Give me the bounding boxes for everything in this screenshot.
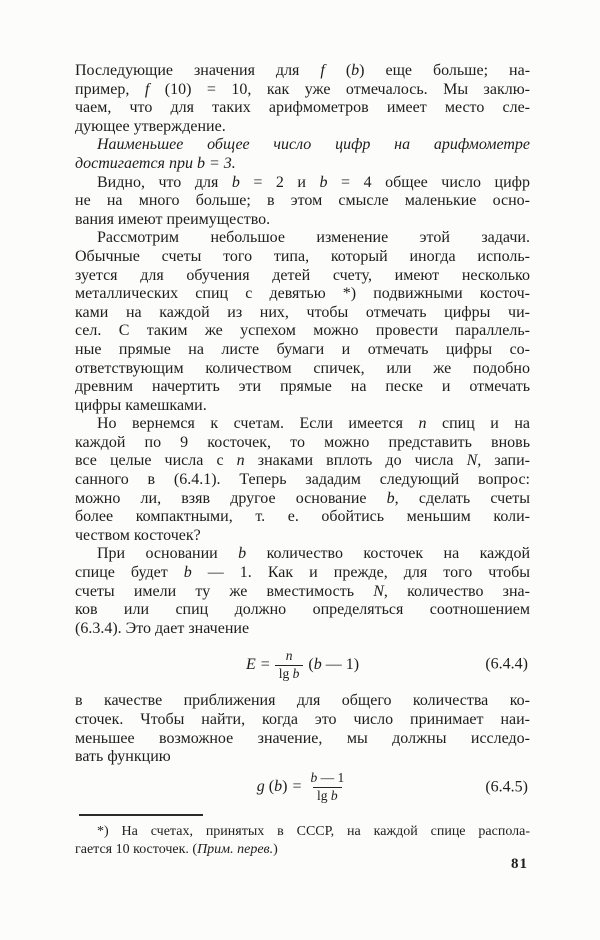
text-run: (10) = 10, как уже отмечалось. Мы заклю- (149, 80, 530, 98)
text-run: гается 10 косточек. ( (75, 841, 198, 857)
text-run: , количество зна- (383, 582, 530, 600)
text-run: металлических спиц с девятью *) подвижными косточ- (75, 285, 530, 303)
text-line (75, 248, 530, 267)
italic-run: b (238, 545, 247, 563)
text-run: Обычные счеты того типа, который иногда исполь- (75, 247, 530, 265)
text-line (75, 748, 530, 767)
text-run: каждой по 9 косточек, то можно представить вновь (75, 433, 530, 451)
text-line (75, 452, 530, 471)
text-line (75, 155, 530, 174)
text-line (75, 620, 530, 639)
text-run: чеством косточек? (75, 526, 201, 544)
text-block (75, 0, 530, 859)
text-run: ками на каждой из них, чтобы отмечать цифры чи- (75, 303, 530, 321)
text-line (75, 360, 530, 379)
text-run: дующее утверждение. (75, 117, 226, 135)
equals-sign: = (292, 778, 302, 796)
text-line (75, 136, 530, 155)
text-run: зуется для обучения детей счету, имеют несколько (75, 266, 530, 284)
text-line (75, 229, 530, 248)
text-run: lg (317, 788, 331, 804)
text-line (75, 508, 530, 527)
text-line (75, 527, 530, 546)
equation (75, 638, 530, 692)
text-run: ные прямые на листе бумаги и отмечать цифры со- (75, 340, 530, 358)
paragraph (75, 174, 530, 230)
text-line (75, 545, 530, 564)
text-run: достигается при b = 3. (75, 154, 236, 172)
text-run: = 4 общее число цифр (327, 173, 531, 191)
text-run: можно ли, взяв другое основание (75, 489, 387, 507)
text-line (75, 711, 530, 730)
italic-run: N (373, 582, 384, 600)
text-run: ) (273, 841, 278, 857)
italic-run: b (292, 665, 300, 681)
text-line (75, 730, 530, 749)
text-line (75, 341, 530, 360)
italic-run: b (319, 173, 328, 191)
italic-run: Прим. перев. (197, 841, 274, 857)
text-run: Видно, что для (97, 173, 232, 191)
text-run: ) (282, 778, 288, 796)
text-line (75, 434, 530, 453)
text-run: древним начертить эти прямые на песке и отмечать (75, 378, 530, 396)
text-run: вания имеют преимущество. (75, 210, 271, 228)
text-run: ( (324, 62, 352, 79)
text-run: пример, (75, 80, 145, 98)
paragraph (75, 136, 530, 173)
text-run: , запи- (477, 452, 530, 470)
fraction-denominator (313, 787, 342, 805)
text-run: спиц и на (426, 415, 530, 433)
text-run: спице будет (75, 564, 184, 582)
fraction-denominator (275, 665, 304, 683)
text-run: ответствующим количеством спичек, или же подобно (75, 359, 530, 377)
text-line (75, 692, 530, 711)
text-run: ( (308, 656, 314, 674)
italic-run: b (330, 788, 338, 804)
text-run: — 1 (317, 770, 345, 786)
text-run: — 1. Как и прежде, для того чтобы (191, 564, 530, 582)
fraction-numerator (282, 648, 297, 665)
equals-sign: = (260, 656, 270, 674)
italic-run: N (466, 452, 478, 470)
text-line (75, 378, 530, 397)
text-line (75, 62, 530, 81)
text-line (75, 490, 530, 509)
text-run: сточек. Чтобы найти, когда это число принимает наи- (75, 711, 530, 728)
paragraph (75, 692, 530, 766)
text-run: меньшее возможное значение, мы должны исследо- (75, 729, 530, 747)
italic-run: n (285, 648, 293, 664)
page-number: 81 (511, 856, 528, 872)
text-run: в качестве приближения для общего количества ко- (75, 692, 530, 710)
text-run: Рассмотрим небольшое изменение этой задачи. (97, 229, 530, 247)
equation-rhs (308, 656, 359, 675)
text-line (75, 304, 530, 323)
text-line (75, 211, 530, 230)
text-line (75, 192, 530, 211)
text-run: , сделать счеты (394, 489, 530, 507)
text-run: более компактными, т. е. обойтись меньшим коли- (75, 508, 530, 526)
italic-run: E (245, 656, 256, 674)
text-run: чаем, что для таких арифмометров имеет место сле- (75, 99, 530, 117)
italic-run: b (313, 656, 322, 674)
text-run: сел. С таким же успехом можно провести параллель- (75, 322, 530, 340)
italic-run: g (256, 778, 265, 796)
text-run: ( (264, 778, 275, 796)
text-run: — 1) (321, 656, 360, 674)
text-line (75, 415, 530, 434)
equation-body (246, 648, 359, 683)
text-run: = 2 и (239, 173, 320, 191)
text-run: ков или спиц должно определяться соотношением (75, 601, 530, 619)
text-run: санного в (6.4.1). Теперь зададим следующий вопрос: (75, 471, 530, 489)
text-run: количество косточек на каждой (246, 545, 531, 563)
paragraph (75, 415, 530, 545)
text-line (75, 583, 530, 602)
text-run: *) На счетах, принятых в СССР, на каждой спице распола- (97, 823, 530, 839)
text-run: Последующие значения для (75, 62, 321, 79)
paragraph (75, 62, 530, 136)
text-run: При основании (97, 545, 239, 563)
text-run: ) еще больше; на- (359, 62, 531, 79)
footnote (75, 823, 530, 859)
text-line (75, 322, 530, 341)
equation-number: (6.4.4) (485, 656, 528, 674)
paragraph (75, 229, 530, 415)
equation-lhs (246, 656, 256, 675)
text-line (75, 823, 530, 841)
text-run: знаками вплоть до числа (244, 452, 467, 470)
text-line (75, 601, 530, 620)
text-line (75, 285, 530, 304)
text-line (75, 81, 530, 100)
text-run: цифры камешками. (75, 396, 207, 414)
text-line (75, 564, 530, 583)
italic-run: b (231, 173, 240, 191)
text-line (75, 397, 530, 416)
italic-run: b (351, 62, 360, 79)
text-line (75, 118, 530, 137)
text-line (75, 267, 530, 286)
text-run: не на много больше; в этом смысле маленькие осно- (75, 192, 530, 210)
text-run: счеты имели ту же вместимость (75, 582, 374, 600)
text-line (75, 99, 530, 118)
text-run: все целые числа с (75, 452, 237, 470)
italic-run: b (386, 489, 395, 507)
equation-lhs (257, 778, 288, 797)
italic-run: f (320, 62, 325, 79)
fraction (306, 770, 348, 805)
fraction (275, 648, 304, 683)
footnote-rule (79, 814, 203, 816)
italic-run: b (274, 778, 283, 796)
text-line (75, 841, 530, 859)
equation (75, 767, 530, 809)
text-run: Наименьшее общее число цифр на арифмометре (97, 136, 530, 154)
italic-run: n (236, 452, 245, 470)
text-run: (6.3.4). Это дает значение (75, 619, 250, 637)
italic-run: b (310, 770, 318, 786)
equation-number: (6.4.5) (485, 778, 528, 796)
italic-run: n (418, 415, 427, 433)
equation-body (257, 770, 348, 805)
text-run: lg (278, 665, 293, 681)
text-run: Но вернемся к счетам. Если имеется (97, 415, 419, 433)
italic-run: f (144, 80, 150, 98)
text-line (75, 174, 530, 193)
paragraph (75, 545, 530, 638)
italic-run: b (183, 564, 192, 582)
fraction-numerator (306, 770, 348, 787)
text-line (75, 471, 530, 490)
text-run: вать функцию (75, 748, 171, 766)
